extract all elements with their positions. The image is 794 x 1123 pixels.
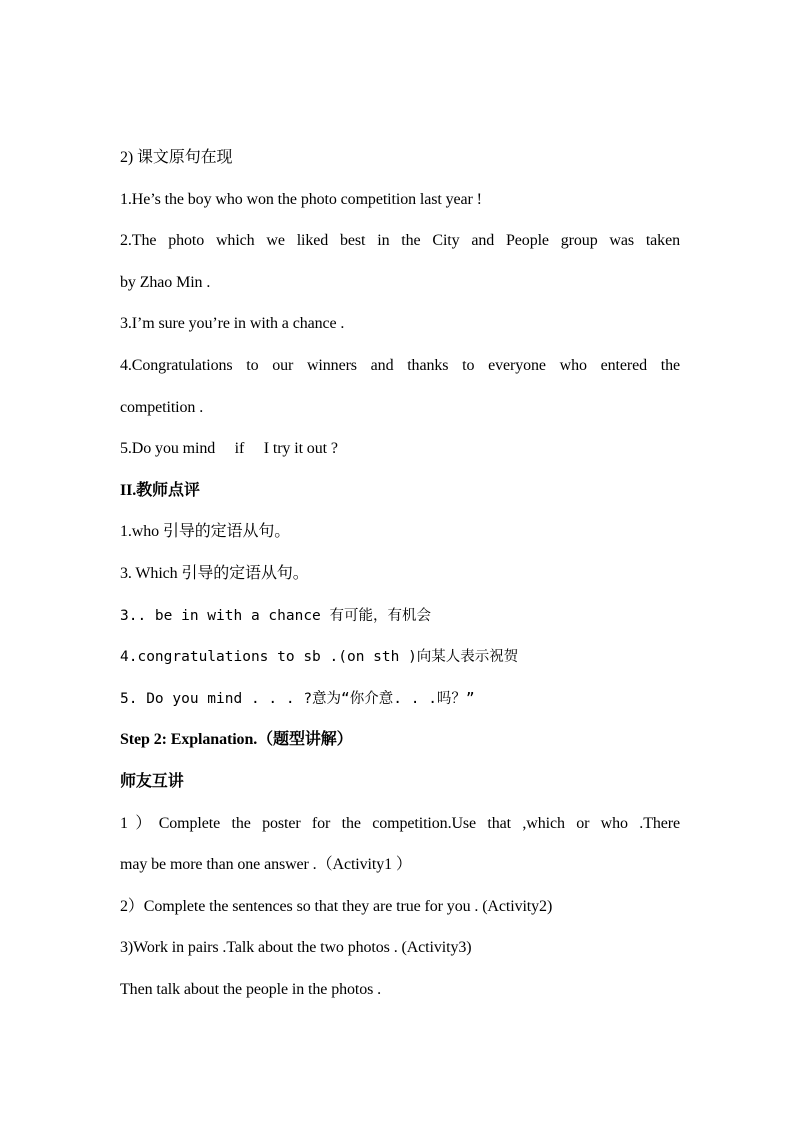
sentence-4-line-1: 4.Congratulations to our winners and thanks to everyone who entered the xyxy=(120,356,680,374)
activity-2: 2）Complete the sentences so that they are true for you . (Activity2) xyxy=(120,897,553,915)
activity-3-follow-up: Then talk about the people in the photos . xyxy=(120,980,382,998)
document-body xyxy=(120,143,680,1016)
section-heading-teacher-comments: II.教师点评 xyxy=(120,481,200,499)
activity-1-line-1: 1）Complete the poster for the competition.Use that ,which or who .There xyxy=(120,814,680,832)
activity-1-line-2: may be more than one answer .（Activity1 ） xyxy=(120,856,412,874)
activity-3: 3)Work in pairs .Talk about the two photos . (Activity3) xyxy=(120,939,472,957)
sentence-3: 3.I’m sure you’re in with a chance . xyxy=(120,315,345,333)
section-heading-peer-teaching: 师友互讲 xyxy=(120,772,184,790)
sentence-4-line-2: competition . xyxy=(120,398,204,416)
comment-3: 3.. be in with a chance 有可能，有机会 xyxy=(120,607,432,624)
section-heading-original-sentences: 2) 课文原句在现 xyxy=(120,149,233,166)
sentence-2-line-2: by Zhao Min . xyxy=(120,273,211,291)
sentence-5: 5.Do you mind if I try it out ? xyxy=(120,440,338,458)
comment-1: 1.who 引导的定语从句。 xyxy=(120,523,291,541)
sentence-1: 1.He’s the boy who won the photo competition last year ! xyxy=(120,190,482,208)
sentence-2-line-1: 2.The photo which we liked best in the City and People group was taken xyxy=(120,232,680,250)
comment-5: 5. Do you mind . . . ?意为“你介意. . .吗？” xyxy=(120,690,475,707)
comment-2: 3. Which 引导的定语从句。 xyxy=(120,564,309,582)
comment-4: 4.congratulations to sb .(on sth )向某人表示祝贺 xyxy=(120,649,519,666)
section-heading-step-2: Step 2: Explanation.（题型讲解） xyxy=(120,731,353,749)
